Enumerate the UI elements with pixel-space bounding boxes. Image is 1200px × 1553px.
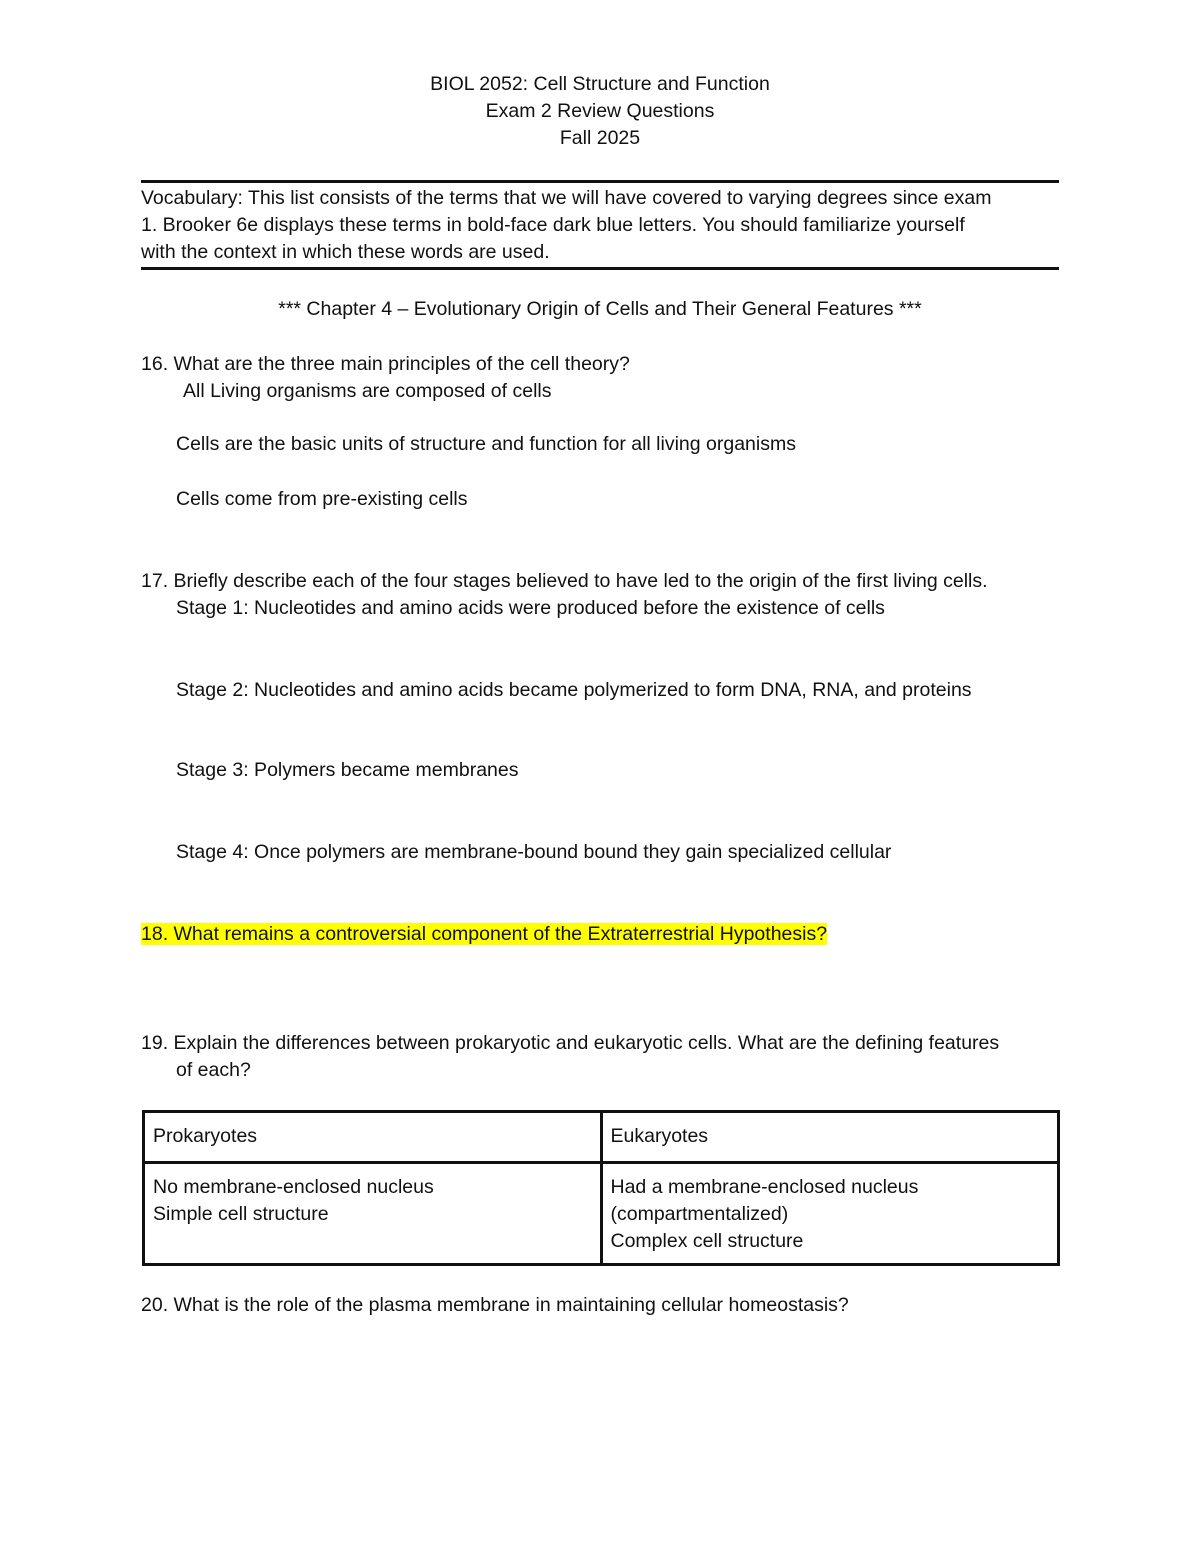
chapter-heading: *** Chapter 4 – Evolutionary Origin of Cells and Their General Features *** — [278, 298, 922, 320]
question-16: 16. What are the three main principles of the cell theory? — [141, 353, 630, 375]
q17-stage-3: Stage 3: Polymers became membranes — [176, 759, 519, 781]
vocab-line-2: 1. Brooker 6e displays these terms in bold-face dark blue letters. You should familiarize yourself — [141, 214, 965, 236]
course-title: BIOL 2052: Cell Structure and Function — [430, 73, 770, 95]
prokaryote-line-1: No membrane-enclosed nucleus — [153, 1176, 434, 1198]
header-prokaryotes: Prokaryotes — [144, 1112, 602, 1163]
table-header-row — [144, 1112, 1059, 1163]
question-17: 17. Briefly describe each of the four stages believed to have led to the origin of the first living cells. — [141, 570, 988, 592]
question-18 — [141, 921, 827, 948]
eukaryote-line-3: Complex cell structure — [610, 1230, 804, 1252]
cell-comparison-table — [142, 1110, 1060, 1266]
q16-answer-2: Cells are the basic units of structure and function for all living organisms — [176, 433, 796, 455]
header-eukaryotes: Eukaryotes — [601, 1112, 1059, 1163]
q16-answer-3: Cells come from pre-existing cells — [176, 488, 468, 510]
prokaryote-features — [144, 1163, 602, 1265]
vocab-bottom-rule — [141, 267, 1059, 270]
vocab-line-3: with the context in which these words are used. — [141, 241, 550, 263]
q16-answer-1: All Living organisms are composed of cells — [183, 380, 552, 402]
eukaryote-line-2: (compartmentalized) — [610, 1203, 789, 1225]
table-row — [144, 1163, 1059, 1265]
eukaryote-line-1: Had a membrane-enclosed nucleus — [610, 1176, 919, 1198]
vocab-top-rule — [141, 180, 1059, 183]
vocab-line-1: Vocabulary: This list consists of the terms that we will have covered to varying degrees since exam — [141, 187, 992, 209]
prokaryote-line-2: Simple cell structure — [153, 1203, 329, 1225]
exam-title: Exam 2 Review Questions — [485, 100, 715, 122]
q17-stage-1: Stage 1: Nucleotides and amino acids were produced before the existence of cells — [176, 597, 885, 619]
q17-stage-2: Stage 2: Nucleotides and amino acids became polymerized to form DNA, RNA, and proteins — [176, 679, 972, 701]
q18-highlight: 18. What remains a controversial component of the Extraterrestrial Hypothesis? — [141, 923, 828, 945]
q17-stage-4: Stage 4: Once polymers are membrane-bound bound they gain specialized cellular — [176, 841, 892, 863]
question-20: 20. What is the role of the plasma membrane in maintaining cellular homeostasis? — [141, 1294, 849, 1316]
question-19-line-1: 19. Explain the differences between prokaryotic and eukaryotic cells. What are the defining features — [141, 1032, 1000, 1054]
term-label: Fall 2025 — [559, 127, 641, 149]
question-19-line-2: of each? — [176, 1059, 251, 1081]
eukaryote-features — [601, 1163, 1059, 1265]
